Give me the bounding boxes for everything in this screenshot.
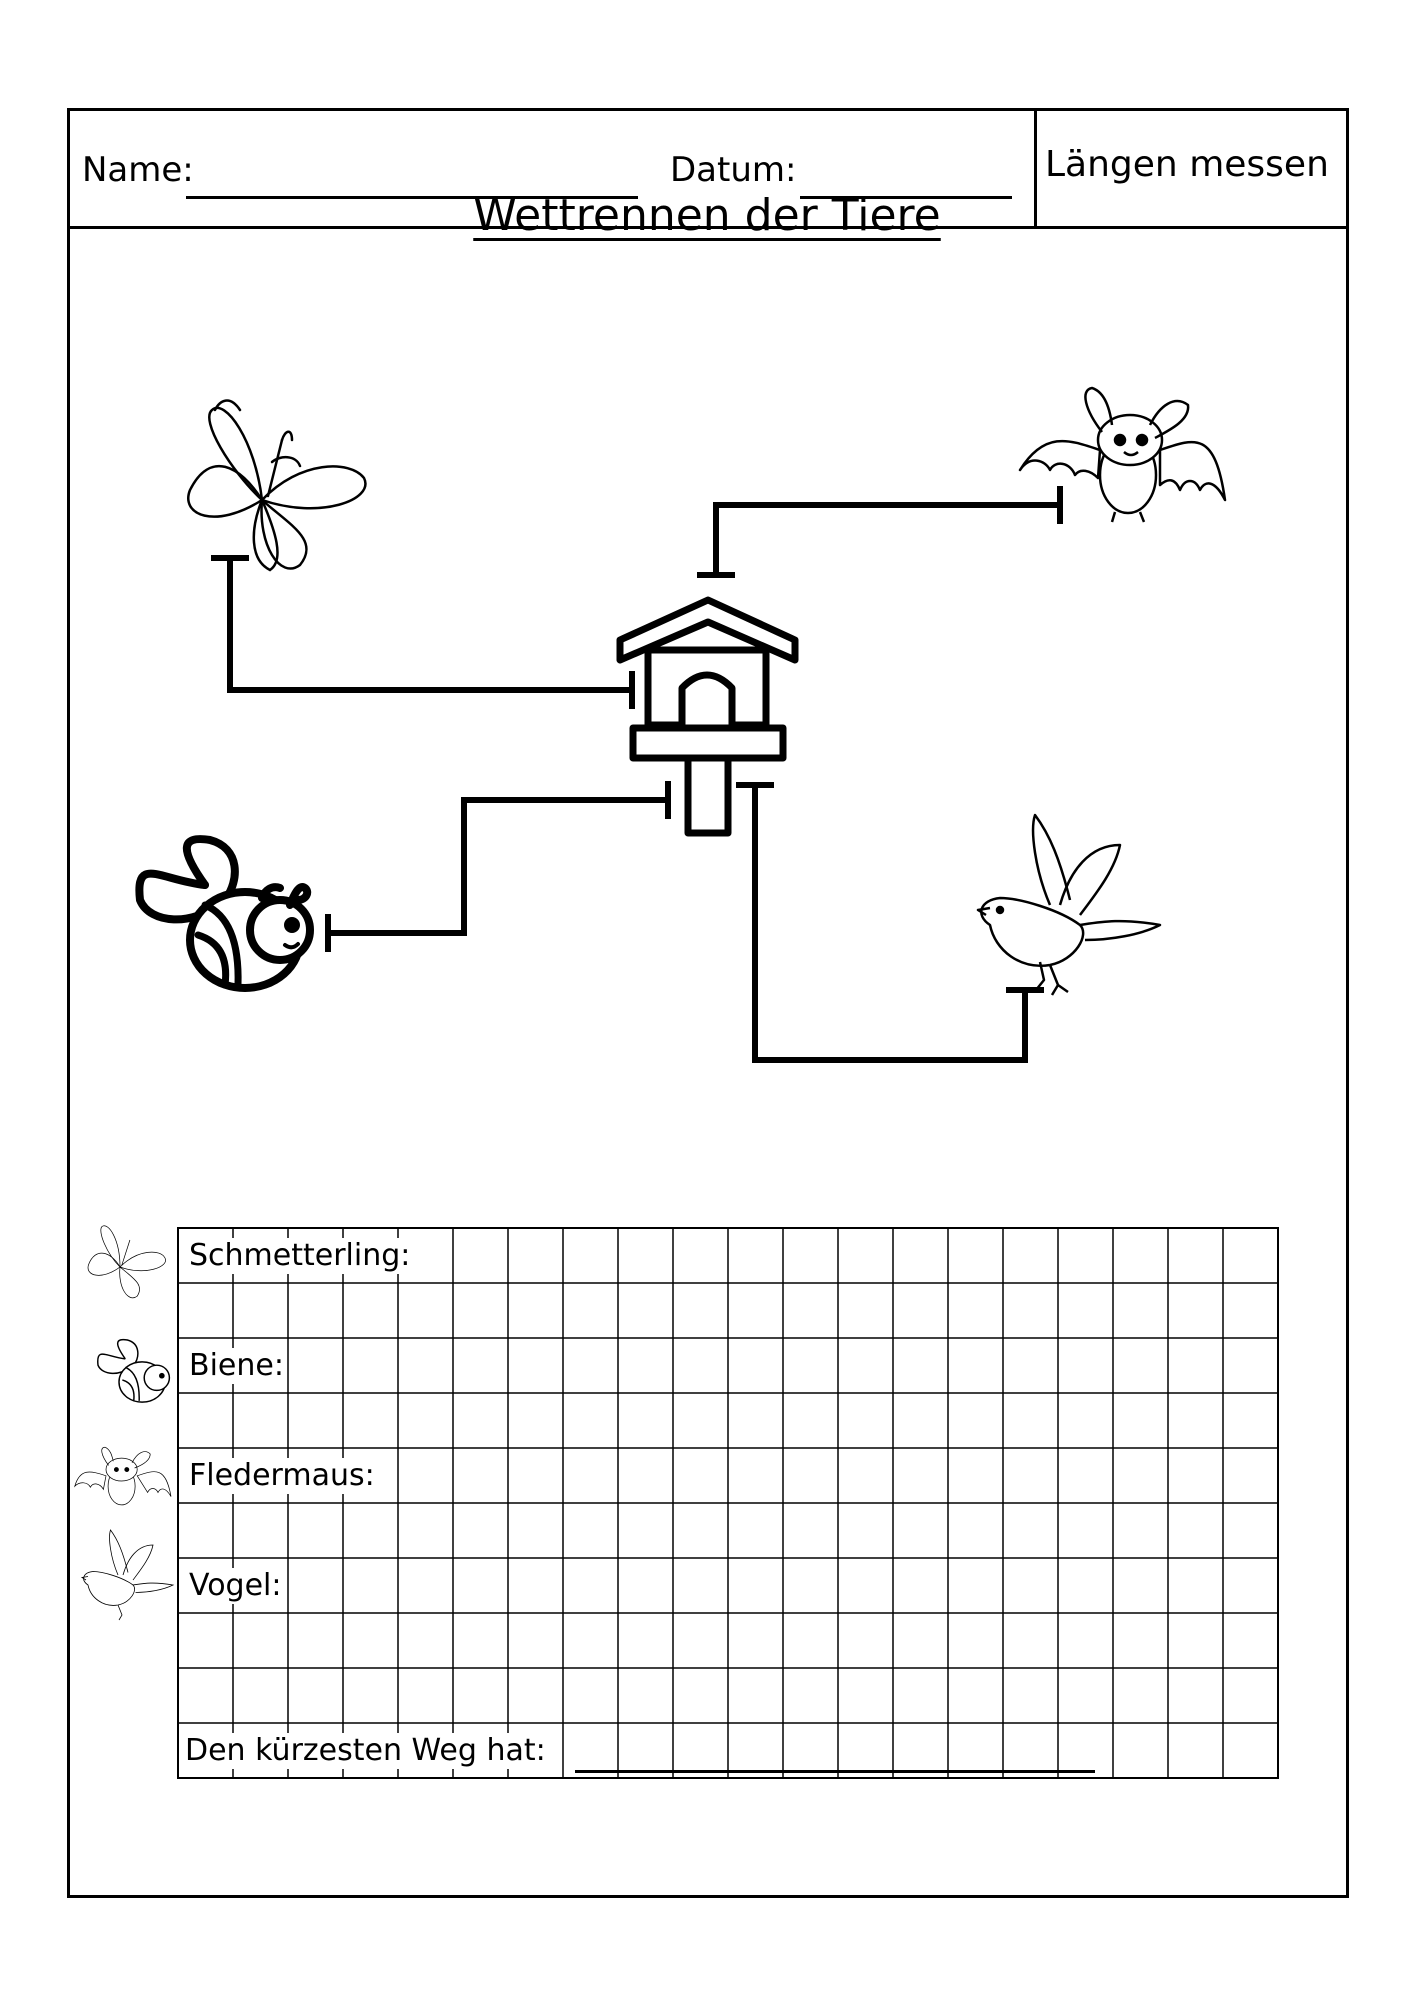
butterfly-icon (88, 1226, 166, 1298)
bat-icon (75, 1447, 171, 1505)
row-label-schmetterling: Schmetterling: (189, 1238, 411, 1273)
race-paths (214, 489, 1060, 1060)
answer-label: Den kürzesten Weg hat: (185, 1733, 546, 1768)
answer-field[interactable] (575, 1770, 1095, 1773)
path-bee (328, 800, 668, 933)
answer-grid (178, 1228, 1278, 1778)
bird-icon (82, 1530, 173, 1620)
butterfly-icon (188, 401, 365, 570)
path-bird (755, 785, 1025, 1060)
row-label-biene: Biene: (189, 1348, 284, 1383)
date-label: Datum: (670, 150, 797, 190)
path-butterfly (230, 558, 632, 690)
bee-icon (98, 1340, 170, 1403)
bat-icon (1020, 388, 1225, 522)
bird-icon (978, 815, 1160, 995)
row-label-fledermaus: Fledermaus: (189, 1458, 375, 1493)
name-label: Name: (82, 150, 194, 190)
page-title: Wettrennen der Tiere (473, 190, 941, 241)
topic-label: Längen messen (1045, 144, 1329, 185)
bee-icon (139, 839, 310, 988)
row-label-vogel: Vogel: (189, 1568, 282, 1603)
path-bat (716, 505, 1060, 575)
